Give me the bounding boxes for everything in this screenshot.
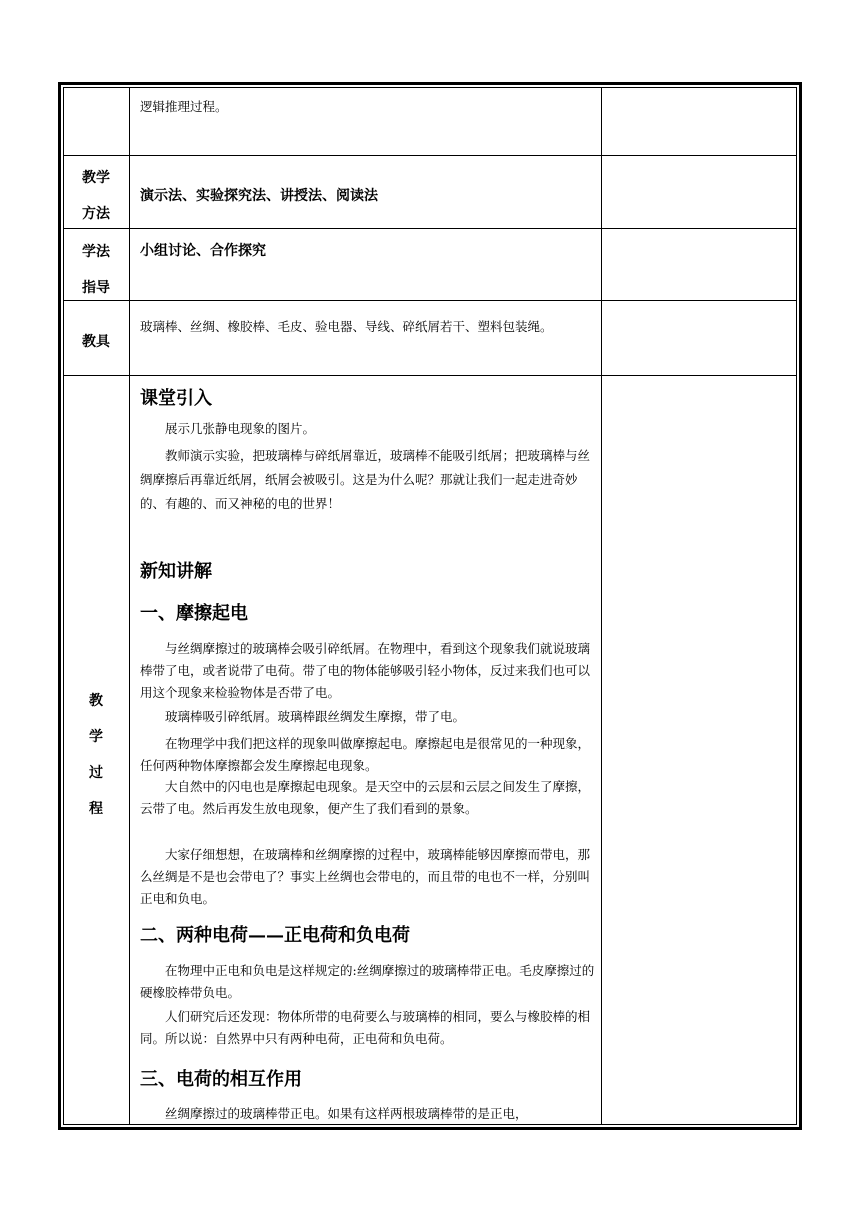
- guide-label-2: 指导: [82, 280, 110, 296]
- section-1-paragraph: 在物理学中我们把这样的现象叫做摩擦起电。摩擦起电是很常见的一种现象，任何两种物体摩擦都会发生摩擦起电现象。: [140, 736, 591, 773]
- intro-paragraph: 展示几张静电现象的图片。: [165, 421, 316, 436]
- col-divider-right: [601, 87, 602, 375]
- new-knowledge-title: 新知讲解: [140, 561, 212, 582]
- col-divider-left: [129, 87, 130, 1125]
- process-label-char: 学: [89, 729, 103, 745]
- process-label-char: 教: [89, 693, 103, 709]
- section-2-paragraph: 人们研究后还发现：物体所带的电荷要么与玻璃棒的相同，要么与橡胶棒的相同。所以说：自然界中只有两种电荷，正电荷和负电荷。: [140, 1009, 591, 1046]
- section-1-paragraph: 大家仔细想想，在玻璃棒和丝绸摩擦的过程中，玻璃棒能够因摩擦而带电，那么丝绸是不是也会带电了？事实上丝绸也会带电的，而且带的电也不一样，分别叫正电和负电。: [140, 847, 591, 906]
- section-3-paragraph: 丝绸摩擦过的玻璃棒带正电。如果有这样两根玻璃棒带的是正电，: [165, 1106, 528, 1121]
- section-1-paragraph: 与丝绸摩擦过的玻璃棒会吸引碎纸屑。在物理中，看到这个现象我们就说玻璃棒带了电，或者说带了电荷。带了电的物体能够吸引轻小物体，反过来我们也可以用这个现象来检验物体是否带了电。: [140, 641, 591, 700]
- guide-label-1: 学法: [82, 244, 110, 260]
- method-label-1: 教学: [82, 170, 110, 186]
- row-divider: [63, 375, 797, 376]
- intro-title: 课堂引入: [140, 388, 212, 409]
- row-divider: [63, 300, 797, 301]
- intro-paragraph: 教师演示实验，把玻璃棒与碎纸屑靠近，玻璃棒不能吸引纸屑；把玻璃棒与丝绸摩擦后再靠近纸屑，纸屑会被吸引。这是为什么呢？那就让我们一起走进奇妙的、有趣的、而又神秘的电的世界！: [140, 448, 591, 511]
- tools-content: 玻璃棒、丝绸、橡胶棒、毛皮、验电器、导线、碎纸屑若干、塑料包装绳。: [140, 319, 553, 334]
- row1-content: 逻辑推理过程。: [140, 99, 228, 114]
- section-3-title: 三、电荷的相互作用: [140, 1069, 302, 1090]
- method-label-2: 方法: [82, 206, 110, 222]
- tools-label: 教具: [82, 334, 110, 350]
- process-label-char: 过: [89, 765, 103, 781]
- section-2-title: 二、两种电荷——正电荷和负电荷: [140, 925, 410, 946]
- guide-content: 小组讨论、合作探究: [140, 243, 266, 259]
- section-1-paragraph: 大自然中的闪电也是摩擦起电现象。是天空中的云层和云层之间发生了摩擦，云带了电。然后再发生放电现象，便产生了我们看到的景象。: [140, 779, 591, 816]
- process-label-char: 程: [89, 801, 103, 817]
- row-divider: [63, 228, 797, 229]
- col-divider-right-lower: [601, 375, 602, 1125]
- section-1-paragraph: 玻璃棒吸引碎纸屑。玻璃棒跟丝绸发生摩擦，带了电。: [165, 709, 466, 724]
- method-content: 演示法、实验探究法、讲授法、阅读法: [140, 188, 378, 204]
- section-1-title: 一、摩擦起电: [140, 603, 248, 624]
- row-divider: [63, 155, 797, 156]
- section-2-paragraph: 在物理中正电和负电是这样规定的:丝绸摩擦过的玻璃棒带正电。毛皮摩擦过的硬橡胶棒带负电。: [140, 963, 595, 1000]
